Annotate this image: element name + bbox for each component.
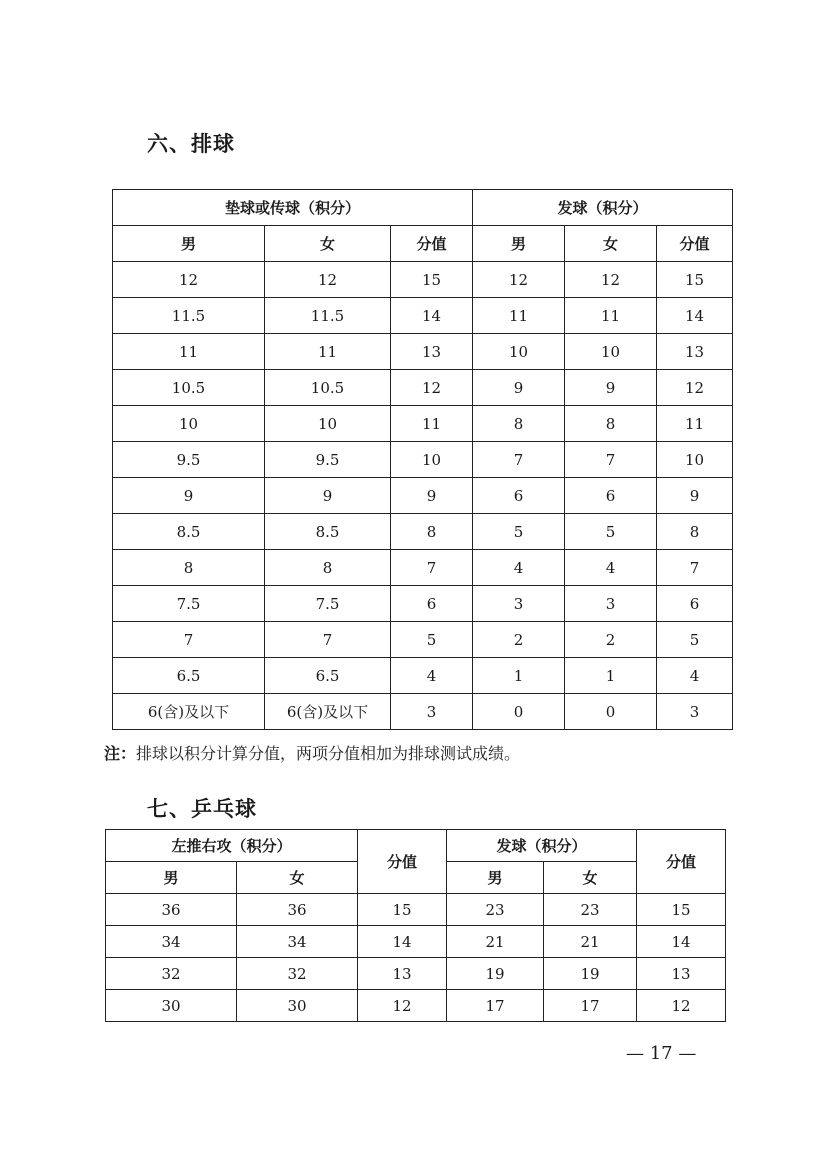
table-cell: 12 xyxy=(565,262,657,298)
table-cell: 21 xyxy=(447,926,544,958)
table-cell: 6.5 xyxy=(265,658,391,694)
table-cell: 32 xyxy=(106,958,237,990)
table-tennis-heading: 七、乒乓球 xyxy=(147,797,257,821)
table-row xyxy=(113,622,733,658)
column-header: 分值 xyxy=(657,226,733,262)
table-row xyxy=(113,370,733,406)
table-cell: 21 xyxy=(544,926,637,958)
table-cell: 6 xyxy=(565,478,657,514)
volleyball-score-table xyxy=(112,189,733,730)
table-cell: 7 xyxy=(473,442,565,478)
table-cell: 15 xyxy=(358,894,447,926)
table-cell: 8.5 xyxy=(265,514,391,550)
table-cell: 13 xyxy=(637,958,726,990)
table-cell: 11 xyxy=(565,298,657,334)
table-cell: 9 xyxy=(113,478,265,514)
table-cell: 4 xyxy=(565,550,657,586)
table-cell: 10 xyxy=(657,442,733,478)
table-row xyxy=(113,478,733,514)
table-row xyxy=(113,550,733,586)
table-cell: 4 xyxy=(473,550,565,586)
table-cell: 10.5 xyxy=(113,370,265,406)
table-cell: 8 xyxy=(657,514,733,550)
table-cell: 30 xyxy=(237,990,358,1022)
column-header: 女 xyxy=(237,862,358,894)
table-cell: 14 xyxy=(637,926,726,958)
table-cell: 5 xyxy=(657,622,733,658)
table-cell: 34 xyxy=(237,926,358,958)
score-header: 分值 xyxy=(358,830,447,894)
note-label: 注： xyxy=(104,744,137,763)
table-cell: 6.5 xyxy=(113,658,265,694)
table-cell: 11 xyxy=(113,334,265,370)
column-header: 分值 xyxy=(391,226,473,262)
volleyball-group-serve: 发球（积分） xyxy=(473,190,733,226)
column-header: 女 xyxy=(565,226,657,262)
table-cell: 11 xyxy=(473,298,565,334)
table-cell: 12 xyxy=(358,990,447,1022)
table-cell: 9.5 xyxy=(113,442,265,478)
table-row xyxy=(106,926,726,958)
table-cell: 7 xyxy=(657,550,733,586)
table-cell: 15 xyxy=(657,262,733,298)
table-cell: 0 xyxy=(473,694,565,730)
table-cell: 7.5 xyxy=(113,586,265,622)
table-cell: 13 xyxy=(657,334,733,370)
table-cell: 3 xyxy=(473,586,565,622)
table-cell: 17 xyxy=(544,990,637,1022)
table-cell: 10 xyxy=(391,442,473,478)
table-cell: 8 xyxy=(391,514,473,550)
table-tennis-score-table xyxy=(105,829,726,1022)
table-cell: 9 xyxy=(657,478,733,514)
table-cell: 6 xyxy=(473,478,565,514)
table-cell: 8.5 xyxy=(113,514,265,550)
column-header: 男 xyxy=(447,862,544,894)
table-cell: 7 xyxy=(265,622,391,658)
table-cell: 30 xyxy=(106,990,237,1022)
volleyball-note xyxy=(104,741,520,764)
table-row xyxy=(113,334,733,370)
table-cell: 19 xyxy=(544,958,637,990)
table-cell: 13 xyxy=(358,958,447,990)
table-cell: 7.5 xyxy=(265,586,391,622)
table-row xyxy=(113,514,733,550)
table-cell: 8 xyxy=(113,550,265,586)
table-cell: 7 xyxy=(391,550,473,586)
table-cell: 6 xyxy=(391,586,473,622)
column-header: 女 xyxy=(265,226,391,262)
table-row xyxy=(106,958,726,990)
table-cell: 6 xyxy=(657,586,733,622)
volleyball-group-bump-pass: 垫球或传球（积分） xyxy=(113,190,473,226)
table-cell: 1 xyxy=(565,658,657,694)
table-cell: 4 xyxy=(657,658,733,694)
table-cell: 9 xyxy=(265,478,391,514)
volleyball-table-body xyxy=(113,262,733,730)
table-cell: 11 xyxy=(657,406,733,442)
table-cell: 10 xyxy=(265,406,391,442)
table-cell: 10 xyxy=(473,334,565,370)
table-row xyxy=(113,586,733,622)
table-cell: 0 xyxy=(565,694,657,730)
table-cell: 4 xyxy=(391,658,473,694)
table-cell: 10 xyxy=(113,406,265,442)
table-cell: 8 xyxy=(473,406,565,442)
table-cell: 2 xyxy=(473,622,565,658)
table-cell: 6(含)及以下 xyxy=(113,694,265,730)
table-row xyxy=(113,694,733,730)
table-cell: 5 xyxy=(391,622,473,658)
table-cell: 11 xyxy=(265,334,391,370)
table-cell: 8 xyxy=(265,550,391,586)
table-cell: 3 xyxy=(565,586,657,622)
volleyball-heading: 六、排球 xyxy=(147,132,235,156)
table-cell: 23 xyxy=(544,894,637,926)
table-tennis-group-serve: 发球（积分） xyxy=(447,830,637,862)
table-cell: 14 xyxy=(391,298,473,334)
table-row xyxy=(113,262,733,298)
table-cell: 3 xyxy=(391,694,473,730)
table-cell: 2 xyxy=(565,622,657,658)
table-cell: 23 xyxy=(447,894,544,926)
table-row xyxy=(113,406,733,442)
table-cell: 1 xyxy=(473,658,565,694)
note-text: 排球以积分计算分值，两项分值相加为排球测试成绩。 xyxy=(136,744,521,763)
table-cell: 15 xyxy=(637,894,726,926)
table-cell: 34 xyxy=(106,926,237,958)
column-header: 女 xyxy=(544,862,637,894)
score-header: 分值 xyxy=(637,830,726,894)
table-cell: 7 xyxy=(113,622,265,658)
table-row xyxy=(106,894,726,926)
table-cell: 11.5 xyxy=(113,298,265,334)
table-cell: 17 xyxy=(447,990,544,1022)
table-cell: 12 xyxy=(391,370,473,406)
page-number: — 17 — xyxy=(626,1043,697,1064)
table-cell: 8 xyxy=(565,406,657,442)
table-tennis-group-push-attack: 左推右攻（积分） xyxy=(106,830,358,862)
table-cell: 36 xyxy=(237,894,358,926)
table-cell: 11.5 xyxy=(265,298,391,334)
table-row xyxy=(113,442,733,478)
table-cell: 10.5 xyxy=(265,370,391,406)
table-cell: 36 xyxy=(106,894,237,926)
table-cell: 7 xyxy=(565,442,657,478)
table-cell: 14 xyxy=(657,298,733,334)
table-cell: 10 xyxy=(565,334,657,370)
table-cell: 9 xyxy=(473,370,565,406)
table-cell: 12 xyxy=(113,262,265,298)
table-cell: 13 xyxy=(391,334,473,370)
table-cell: 12 xyxy=(473,262,565,298)
table-cell: 6(含)及以下 xyxy=(265,694,391,730)
table-cell: 12 xyxy=(265,262,391,298)
table-cell: 14 xyxy=(358,926,447,958)
table-cell: 19 xyxy=(447,958,544,990)
column-header: 男 xyxy=(473,226,565,262)
table-row xyxy=(113,298,733,334)
table-cell: 15 xyxy=(391,262,473,298)
table-row xyxy=(113,658,733,694)
table-cell: 9 xyxy=(391,478,473,514)
table-cell: 3 xyxy=(657,694,733,730)
table-cell: 9.5 xyxy=(265,442,391,478)
table-cell: 12 xyxy=(657,370,733,406)
table-cell: 11 xyxy=(391,406,473,442)
column-header: 男 xyxy=(106,862,237,894)
table-cell: 32 xyxy=(237,958,358,990)
table-cell: 9 xyxy=(565,370,657,406)
column-header: 男 xyxy=(113,226,265,262)
table-tennis-table-body xyxy=(106,894,726,1022)
table-cell: 5 xyxy=(473,514,565,550)
table-cell: 5 xyxy=(565,514,657,550)
table-cell: 12 xyxy=(637,990,726,1022)
table-row xyxy=(106,990,726,1022)
